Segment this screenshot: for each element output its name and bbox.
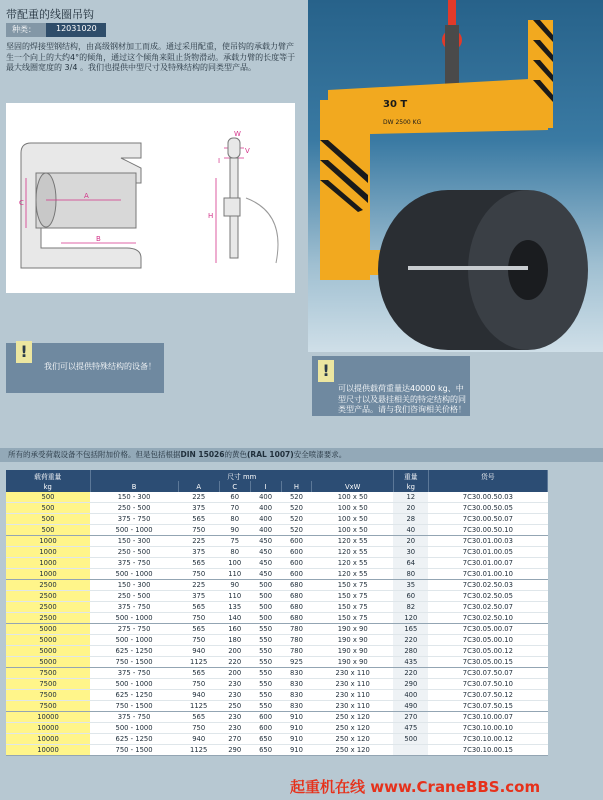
table-cell: 7500 — [6, 679, 90, 690]
table-cell: 225 — [178, 580, 219, 591]
table-cell: 100 x 50 — [312, 525, 394, 536]
table-cell: 290 — [393, 679, 428, 690]
table-cell: 565 — [178, 514, 219, 525]
table-cell: 550 — [250, 657, 281, 668]
page-title: 带配重的线圈吊钩 — [6, 8, 94, 21]
table-cell: 450 — [250, 558, 281, 569]
table-cell: 140 — [219, 613, 250, 624]
table-cell: 180 — [219, 635, 250, 646]
table-cell: 7C30.00.50.03 — [428, 492, 547, 503]
table-cell: 150 - 300 — [90, 536, 178, 547]
table-row — [6, 514, 548, 525]
table-cell: 275 - 750 — [90, 624, 178, 635]
table-cell: 375 — [178, 503, 219, 514]
table-cell: 450 — [250, 547, 281, 558]
table-cell: 220 — [219, 657, 250, 668]
table-cell: 500 — [250, 613, 281, 624]
table-cell: 250 - 500 — [90, 591, 178, 602]
table-cell: 940 — [178, 690, 219, 701]
table-cell: 150 x 75 — [312, 602, 394, 613]
table-row — [6, 657, 548, 668]
weight-header: 重量 — [393, 470, 428, 481]
table-row — [6, 723, 548, 734]
table-cell: 830 — [281, 679, 312, 690]
special-design-note-text: 我们可以提供特殊结构的设备！ — [44, 362, 156, 371]
table-cell: 565 — [178, 668, 219, 679]
table-cell: 5000 — [6, 657, 90, 668]
table-row — [6, 547, 548, 558]
table-cell: 450 — [250, 569, 281, 580]
table-row — [6, 569, 548, 580]
table-cell: 565 — [178, 558, 219, 569]
table-cell: 250 x 120 — [312, 712, 394, 723]
table-cell: 7C30.02.50.05 — [428, 591, 547, 602]
table-cell: 30 — [393, 547, 428, 558]
table-cell: 90 — [219, 580, 250, 591]
table-cell: 165 — [393, 624, 428, 635]
table-cell: 200 — [219, 646, 250, 657]
table-cell: 2500 — [6, 613, 90, 624]
table-row — [6, 503, 548, 514]
table-row — [6, 624, 548, 635]
table-cell: 625 - 1250 — [90, 690, 178, 701]
photo-dw-text: DW 2500 KG — [383, 119, 422, 126]
table-cell: 5000 — [6, 624, 90, 635]
table-cell: 830 — [281, 701, 312, 712]
table-cell: 230 — [219, 679, 250, 690]
table-cell: 520 — [281, 503, 312, 514]
table-cell: 400 — [250, 503, 281, 514]
table-cell: 2500 — [6, 602, 90, 613]
table-cell: 475 — [393, 723, 428, 734]
table-cell: 35 — [393, 580, 428, 591]
table-cell: 1125 — [178, 745, 219, 756]
capacity-note — [312, 356, 470, 416]
table-row — [6, 492, 548, 503]
table-cell: 500 - 1000 — [90, 569, 178, 580]
table-cell: 110 — [219, 591, 250, 602]
dim-b-label: B — [96, 235, 101, 243]
table-cell: 60 — [393, 591, 428, 602]
technical-drawing — [6, 103, 295, 293]
table-cell: 550 — [250, 701, 281, 712]
table-cell: 220 — [393, 635, 428, 646]
dim-v-label: V — [245, 147, 250, 155]
table-cell: 120 x 55 — [312, 569, 394, 580]
table-cell: 600 — [250, 712, 281, 723]
dim-h-label: H — [208, 212, 214, 220]
table-cell: 2500 — [6, 580, 90, 591]
table-cell: 520 — [281, 514, 312, 525]
table-cell: 220 — [393, 668, 428, 679]
table-cell: 500 — [393, 734, 428, 745]
table-cell: 750 — [178, 679, 219, 690]
table-cell: 7500 — [6, 668, 90, 679]
table-cell: 290 — [219, 745, 250, 756]
table-cell: 500 - 1000 — [90, 679, 178, 690]
table-cell: 680 — [281, 613, 312, 624]
table-cell: 550 — [250, 624, 281, 635]
product-photo — [308, 0, 603, 352]
table-cell: 910 — [281, 745, 312, 756]
table-cell: 650 — [250, 734, 281, 745]
table-cell: 925 — [281, 657, 312, 668]
table-cell: 70 — [219, 503, 250, 514]
table-cell: 230 x 110 — [312, 701, 394, 712]
col-c: C — [219, 481, 250, 492]
spec-table — [6, 470, 548, 756]
special-design-note — [6, 343, 164, 393]
table-row — [6, 712, 548, 723]
table-cell: 500 — [6, 492, 90, 503]
table-cell: 120 — [393, 613, 428, 624]
table-cell: 650 — [250, 745, 281, 756]
table-cell: 830 — [281, 668, 312, 679]
table-cell: 565 — [178, 624, 219, 635]
table-row — [6, 690, 548, 701]
table-cell: 500 — [250, 602, 281, 613]
table-cell: 625 - 1250 — [90, 646, 178, 657]
table-cell: 120 x 55 — [312, 558, 394, 569]
table-cell: 400 — [250, 525, 281, 536]
table-cell: 10000 — [6, 723, 90, 734]
table-cell: 680 — [281, 602, 312, 613]
table-cell: 250 x 120 — [312, 734, 394, 745]
table-cell: 565 — [178, 602, 219, 613]
table-cell: 1000 — [6, 558, 90, 569]
table-cell: 150 x 75 — [312, 580, 394, 591]
table-cell: 750 — [178, 635, 219, 646]
dim-c-label: C — [19, 199, 24, 207]
table-cell: 250 x 120 — [312, 745, 394, 756]
table-cell: 1125 — [178, 657, 219, 668]
table-cell: 7C30.05.00.10 — [428, 635, 547, 646]
table-cell: 750 — [178, 525, 219, 536]
table-cell: 280 — [393, 646, 428, 657]
table-cell: 7C30.00.50.10 — [428, 525, 547, 536]
table-cell: 400 — [250, 514, 281, 525]
table-row — [6, 668, 548, 679]
table-cell: 10000 — [6, 712, 90, 723]
table-cell: 150 - 300 — [90, 580, 178, 591]
table-cell: 7C30.10.00.12 — [428, 734, 547, 745]
table-cell: 750 — [178, 613, 219, 624]
table-cell: 550 — [250, 690, 281, 701]
table-cell: 150 x 75 — [312, 591, 394, 602]
table-cell: 225 — [178, 536, 219, 547]
table-cell: 190 x 90 — [312, 657, 394, 668]
table-cell: 450 — [250, 536, 281, 547]
table-cell: 7C30.01.00.07 — [428, 558, 547, 569]
table-cell: 225 — [178, 492, 219, 503]
table-cell: 780 — [281, 624, 312, 635]
table-cell: 250 — [219, 701, 250, 712]
col-h: H — [281, 481, 312, 492]
table-cell: 60 — [219, 492, 250, 503]
table-cell: 7C30.01.00.05 — [428, 547, 547, 558]
table-cell: 100 — [219, 558, 250, 569]
table-cell: 5000 — [6, 635, 90, 646]
table-cell: 490 — [393, 701, 428, 712]
table-cell: 625 - 1250 — [90, 734, 178, 745]
table-cell: 500 — [250, 591, 281, 602]
table-cell: 160 — [219, 624, 250, 635]
table-cell: 500 — [6, 503, 90, 514]
table-cell: 600 — [281, 536, 312, 547]
table-cell: 230 x 110 — [312, 679, 394, 690]
product-code-value: 12031020 — [46, 23, 106, 37]
table-row — [6, 701, 548, 712]
table-cell: 7C30.02.50.10 — [428, 613, 547, 624]
table-row — [6, 525, 548, 536]
table-cell: 7C30.02.50.03 — [428, 580, 547, 591]
table-row — [6, 679, 548, 690]
table-cell: 500 - 1000 — [90, 635, 178, 646]
table-row — [6, 536, 548, 547]
table-cell: 910 — [281, 723, 312, 734]
table-cell: 375 - 750 — [90, 558, 178, 569]
table-cell: 750 - 1500 — [90, 745, 178, 756]
table-cell: 250 - 500 — [90, 503, 178, 514]
table-cell: 40 — [393, 525, 428, 536]
table-cell: 600 — [281, 547, 312, 558]
table-cell: 12 — [393, 492, 428, 503]
table-cell: 100 x 50 — [312, 503, 394, 514]
table-cell: 500 — [6, 525, 90, 536]
table-cell: 1000 — [6, 536, 90, 547]
table-cell: 680 — [281, 591, 312, 602]
table-cell: 7C30.01.00.03 — [428, 536, 547, 547]
table-cell: 550 — [250, 668, 281, 679]
table-cell: 500 — [6, 514, 90, 525]
table-cell: 100 x 50 — [312, 492, 394, 503]
table-cell: 7C30.10.00.07 — [428, 712, 547, 723]
table-row — [6, 613, 548, 624]
table-cell: 75 — [219, 536, 250, 547]
table-cell: 7C30.01.00.10 — [428, 569, 547, 580]
table-cell: 90 — [219, 525, 250, 536]
table-cell: 750 — [178, 569, 219, 580]
table-cell: 270 — [393, 712, 428, 723]
table-cell: 7C30.07.50.15 — [428, 701, 547, 712]
table-row — [6, 635, 548, 646]
table-cell: 20 — [393, 503, 428, 514]
table-cell: 600 — [250, 723, 281, 734]
table-cell: 7C30.00.50.05 — [428, 503, 547, 514]
table-row — [6, 602, 548, 613]
table-cell: 550 — [250, 646, 281, 657]
site-watermark: 起重机在线 www.CraneBBS.com — [290, 778, 541, 796]
table-cell: 80 — [219, 547, 250, 558]
table-cell: 940 — [178, 734, 219, 745]
table-cell: 7500 — [6, 701, 90, 712]
table-cell: 100 x 50 — [312, 514, 394, 525]
table-row — [6, 646, 548, 657]
info-icon: ! — [16, 341, 32, 363]
table-cell: 2500 — [6, 591, 90, 602]
table-cell: 7C30.10.00.15 — [428, 745, 547, 756]
table-cell: 750 — [178, 723, 219, 734]
capacity-note-text: 可以提供载荷重量达40000 kg、中型尺寸以及悬挂相关的特定结构的同类型产品。请与我们咨询相关价格！ — [338, 384, 466, 414]
table-cell: 680 — [281, 580, 312, 591]
table-cell: 190 x 90 — [312, 635, 394, 646]
table-cell: 250 x 120 — [312, 723, 394, 734]
table-row — [6, 591, 548, 602]
table-cell: 435 — [393, 657, 428, 668]
table-cell: 7C30.00.50.07 — [428, 514, 547, 525]
table-cell: 7C30.05.00.12 — [428, 646, 547, 657]
table-cell: 780 — [281, 635, 312, 646]
table-cell: 20 — [393, 536, 428, 547]
product-code — [6, 23, 106, 37]
table-cell: 375 - 750 — [90, 602, 178, 613]
table-cell: 230 x 110 — [312, 668, 394, 679]
table-cell: 600 — [281, 558, 312, 569]
table-cell: 230 x 110 — [312, 690, 394, 701]
weight-unit: kg — [393, 481, 428, 492]
table-row — [6, 558, 548, 569]
table-cell: 150 - 300 — [90, 492, 178, 503]
table-cell: 375 — [178, 591, 219, 602]
table-cell: 550 — [250, 679, 281, 690]
table-cell: 200 — [219, 668, 250, 679]
table-cell: 500 - 1000 — [90, 723, 178, 734]
product-description: 坚固的焊接型钢结构，由高级钢材加工而成。通过采用配重，使吊钩的承载力臂产生一个向上的大约4°的倾角，通过这个倾角来阻止货物滑动。承载力臂的长度等于最大线圈宽度的 3/4 。我们也提供中型尺寸及特殊结构的同类型产品。 — [6, 42, 296, 72]
table-cell: 7C30.10.00.10 — [428, 723, 547, 734]
table-cell: 520 — [281, 525, 312, 536]
table-cell: 230 — [219, 690, 250, 701]
table-cell: 940 — [178, 646, 219, 657]
table-cell — [393, 745, 428, 756]
table-cell: 7C30.07.50.12 — [428, 690, 547, 701]
table-cell: 750 - 1500 — [90, 701, 178, 712]
table-cell: 910 — [281, 734, 312, 745]
table-cell: 400 — [393, 690, 428, 701]
table-cell: 230 — [219, 723, 250, 734]
table-cell: 830 — [281, 690, 312, 701]
col-vxw: VxW — [312, 481, 394, 492]
table-cell: 7C30.07.50.10 — [428, 679, 547, 690]
dim-w-label: W — [234, 130, 241, 138]
table-cell: 400 — [250, 492, 281, 503]
table-cell: 7500 — [6, 690, 90, 701]
table-cell: 190 x 90 — [312, 646, 394, 657]
dim-a-label: A — [84, 192, 89, 200]
part-header: 货号 — [428, 470, 547, 481]
table-cell: 500 - 1000 — [90, 613, 178, 624]
table-cell: 1000 — [6, 547, 90, 558]
table-cell: 80 — [219, 514, 250, 525]
col-i: I — [250, 481, 281, 492]
table-cell: 80 — [393, 569, 428, 580]
product-code-label: 种类： — [6, 23, 46, 37]
table-cell: 1125 — [178, 701, 219, 712]
part-empty — [428, 481, 547, 492]
table-cell: 10000 — [6, 734, 90, 745]
table-cell: 375 - 750 — [90, 668, 178, 679]
table-cell: 910 — [281, 712, 312, 723]
table-cell: 120 x 55 — [312, 547, 394, 558]
table-cell: 565 — [178, 712, 219, 723]
paint-notice: 所有的承受荷载设备不包括附加价格。但是包括根据DIN 15026的黄色(RAL 1007)安全喷漆要求。 — [0, 448, 603, 462]
table-cell: 28 — [393, 514, 428, 525]
table-cell: 250 - 500 — [90, 547, 178, 558]
table-cell: 500 — [250, 580, 281, 591]
table-cell: 375 - 750 — [90, 514, 178, 525]
table-cell: 7C30.05.00.07 — [428, 624, 547, 635]
table-cell: 135 — [219, 602, 250, 613]
dims-header: 尺寸 mm — [90, 470, 393, 481]
photo-capacity-text: 30 T — [383, 99, 408, 110]
table-cell: 600 — [281, 569, 312, 580]
table-cell: 5000 — [6, 646, 90, 657]
table-cell: 270 — [219, 734, 250, 745]
table-cell: 7C30.05.00.15 — [428, 657, 547, 668]
table-row — [6, 580, 548, 591]
table-cell: 82 — [393, 602, 428, 613]
col-b: B — [90, 481, 178, 492]
table-cell: 1000 — [6, 569, 90, 580]
table-row — [6, 745, 548, 756]
info-icon: ! — [318, 360, 334, 382]
table-cell: 230 — [219, 712, 250, 723]
table-cell: 10000 — [6, 745, 90, 756]
capacity-header: 载荷重量 — [6, 470, 90, 481]
table-cell: 120 x 55 — [312, 536, 394, 547]
table-cell: 375 — [178, 547, 219, 558]
table-cell: 500 - 1000 — [90, 525, 178, 536]
dim-i-label: I — [218, 157, 221, 165]
table-cell: 375 - 750 — [90, 712, 178, 723]
table-cell: 150 x 75 — [312, 613, 394, 624]
capacity-unit: kg — [6, 481, 90, 492]
col-a: A — [178, 481, 219, 492]
table-cell: 780 — [281, 646, 312, 657]
table-cell: 190 x 90 — [312, 624, 394, 635]
table-row — [6, 734, 548, 745]
table-cell: 550 — [250, 635, 281, 646]
table-cell: 750 - 1500 — [90, 657, 178, 668]
table-cell: 110 — [219, 569, 250, 580]
table-cell: 7C30.02.50.07 — [428, 602, 547, 613]
table-cell: 7C30.07.50.07 — [428, 668, 547, 679]
table-cell: 64 — [393, 558, 428, 569]
table-cell: 520 — [281, 492, 312, 503]
